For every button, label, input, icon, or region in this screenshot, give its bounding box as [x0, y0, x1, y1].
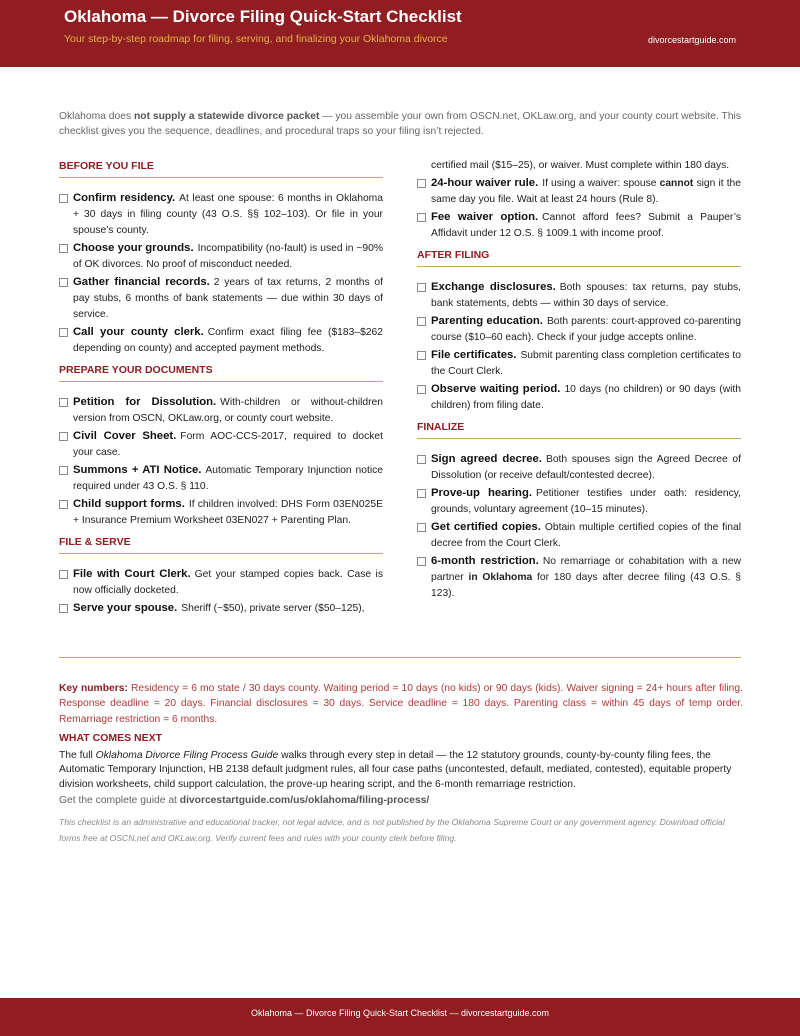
- item-continuation: certified mail ($15–25), or waiver. Must complete within 180 days.: [431, 160, 730, 171]
- item-text: Get your stamped copies back. Case is now officially docketed.: [73, 569, 383, 596]
- checklist-item: [417, 485, 741, 518]
- guide-title: Oklahoma Divorce Filing Process Guide: [95, 750, 279, 761]
- checklist-item: [417, 313, 741, 346]
- item-text: 10 days (no children) or 90 days (with children) from filing date.: [431, 384, 742, 411]
- checklist-item: [417, 553, 741, 602]
- item-title: Petition for Dissolution.: [73, 396, 217, 408]
- item-text: Automatic Temporary Injunction notice required under 43 O.S. § 110.: [73, 465, 383, 492]
- checkbox[interactable]: [417, 179, 426, 188]
- checkbox[interactable]: [417, 557, 426, 566]
- item-title: Exchange disclosures.: [431, 281, 556, 293]
- what-comes-next-body: [59, 749, 743, 792]
- item-text: If using a waiver: spouse: [542, 178, 660, 189]
- checklist-item: [59, 394, 383, 427]
- item-title: 6-month restriction.: [431, 555, 539, 567]
- item-text: Incompatibility (no-fault) is used in ~90% of OK divorces. No proof of misconduct needed.: [73, 243, 383, 270]
- checkbox[interactable]: [59, 328, 68, 337]
- item-title: File with Court Clerk.: [73, 568, 191, 580]
- checkbox[interactable]: [59, 432, 68, 441]
- checkbox[interactable]: [417, 385, 426, 394]
- item-title: Confirm residency.: [73, 192, 176, 204]
- checklist-item: [59, 190, 383, 239]
- page-footer: [0, 998, 800, 1036]
- item-text: Cannot afford fees? Submit a Pauper’s Affidavit under 12 O.S. § 1009.1 with income proof.: [431, 212, 741, 239]
- body-text: The full: [59, 750, 96, 761]
- checklist-item: [59, 600, 383, 617]
- checklist-item: [417, 519, 741, 552]
- item-title: File certificates.: [431, 349, 517, 361]
- checkbox[interactable]: [59, 604, 68, 613]
- item-title: Fee waiver option.: [431, 211, 539, 223]
- site-url[interactable]: divorcestartguide.com: [647, 35, 736, 45]
- key-numbers-text: Residency = 6 mo state / 30 days county. Waiting period = 10 days (no kids) or 90 days (kids). Waiver signing = 24+ hours after filing. Response deadline = 20 days. Financial disclosures = 30 days. Service deadline = 180 days. Parenting class = within 45 days of temp order. Remarriage restriction = 6 months.: [59, 683, 743, 725]
- footer-text: Oklahoma — Divorce Filing Quick-Start Checklist — divorcestartguide.com: [250, 1008, 550, 1018]
- checkbox[interactable]: [417, 489, 426, 498]
- key-numbers-label: Key numbers:: [59, 683, 128, 694]
- checkbox[interactable]: [417, 213, 426, 222]
- link-prefix: Get the complete guide at: [59, 795, 180, 806]
- checklist-item: [417, 209, 741, 242]
- item-text: Sheriff (~$50), private server ($50–125),: [181, 603, 365, 614]
- item-emphasis: in Oklahoma: [468, 572, 533, 583]
- checklist-item: [417, 279, 741, 312]
- item-title: Gather financial records.: [73, 276, 210, 288]
- item-text: sign it the same day you file. Wait at least 24 hours (Rule 8).: [431, 178, 742, 205]
- item-text: Form AOC-CCS-2017, required to docket your case.: [73, 431, 383, 458]
- item-title: Child support forms.: [73, 498, 185, 510]
- checklist-item: [59, 462, 383, 495]
- checklist-item: [59, 240, 383, 273]
- page-header: [0, 0, 800, 67]
- checklist-item: [59, 274, 383, 323]
- what-comes-next-heading: WHAT COMES NEXT: [59, 732, 163, 744]
- item-text: for 180 days after decree filing (43 O.S. § 123).: [431, 572, 742, 599]
- left-column: [59, 158, 383, 618]
- checkbox[interactable]: [59, 278, 68, 287]
- checklist-item: [417, 451, 741, 484]
- key-numbers: [59, 681, 743, 727]
- section-heading-prepare-documents: PREPARE YOUR DOCUMENTS: [59, 362, 383, 382]
- item-title: Call your county clerk.: [73, 326, 204, 338]
- item-emphasis: cannot: [659, 178, 694, 189]
- checkbox[interactable]: [417, 317, 426, 326]
- item-title: Civil Cover Sheet.: [73, 430, 177, 442]
- intro-emphasis: not supply a statewide divorce packet: [133, 111, 320, 122]
- checkbox[interactable]: [417, 351, 426, 360]
- intro-text: Oklahoma does: [59, 111, 134, 122]
- item-text: At least one spouse: 6 months in Oklahoma + 30 days in filing county (43 O.S. §§ 102–103). Or file in your spouse’s county.: [73, 193, 383, 236]
- checkbox[interactable]: [59, 398, 68, 407]
- checklist-item: [59, 324, 383, 357]
- item-text: Obtain multiple certified copies of the final decree from the Court Clerk.: [431, 522, 742, 549]
- section-heading-before-you-file: BEFORE YOU FILE: [59, 158, 383, 178]
- item-title: Serve your spouse.: [73, 602, 178, 614]
- checklist-item: [417, 175, 741, 208]
- item-title: Observe waiting period.: [431, 383, 561, 395]
- guide-link-line: [59, 795, 429, 806]
- checkbox[interactable]: [417, 523, 426, 532]
- checklist-item: [417, 347, 741, 380]
- item-title: 24-hour waiver rule.: [431, 177, 539, 189]
- item-title: Prove-up hearing.: [431, 487, 532, 499]
- section-heading-finalize: FINALIZE: [417, 419, 741, 439]
- item-text: Both spouses sign the Agreed Decree of Dissolution (or receive default/contested decree).: [431, 454, 741, 481]
- checkbox[interactable]: [417, 455, 426, 464]
- checkbox[interactable]: [59, 500, 68, 509]
- item-title: Choose your grounds.: [73, 242, 194, 254]
- page-title: Oklahoma — Divorce Filing Quick-Start Checklist: [64, 7, 462, 26]
- checklist-item: [417, 381, 741, 414]
- checkbox[interactable]: [59, 466, 68, 475]
- item-title: Summons + ATI Notice.: [73, 464, 202, 476]
- checkbox[interactable]: [59, 244, 68, 253]
- checkbox[interactable]: [417, 283, 426, 292]
- section-heading-file-and-serve: FILE & SERVE: [59, 534, 383, 554]
- item-title: Sign agreed decree.: [431, 453, 542, 465]
- checklist-item: [59, 496, 383, 529]
- right-column: [417, 158, 741, 603]
- section-heading-after-filing: AFTER FILING: [417, 247, 741, 267]
- page-subtitle: Your step-by-step roadmap for filing, serving, and finalizing your Oklahoma divorce: [64, 33, 448, 45]
- item-text: With-children or without-children version from OSCN, OKLaw.org, or county court website.: [73, 397, 384, 424]
- intro-paragraph: [59, 109, 749, 139]
- item-title: Parenting education.: [431, 315, 543, 327]
- item-text: Both spouses: tax returns, pay stubs, bank statements, debts — within 30 days of service.: [431, 282, 741, 309]
- item-text: 2 years of tax returns, 2 months of pay stubs, 6 months of bank statements — due within 30 days of service.: [73, 277, 383, 320]
- item-title: Get certified copies.: [431, 521, 541, 533]
- checklist-item: [59, 428, 383, 461]
- checklist-item: [59, 566, 383, 599]
- body-text: walks through every step in detail — the 12 statutory grounds, county-by-county filing fees, the Automatic Temporary Injunction, HB 2138 default judgment rules, all four case paths (uncontested, default, mediated, contested), equitable property division worksheets, child support calculation, the prove-up hearing script, and the 6-month remarriage restriction.: [59, 750, 732, 790]
- item-text: Both parents: court-approved co-parenting course ($10–60 each). Check if your judge accepts online.: [431, 316, 741, 343]
- checkbox[interactable]: [59, 194, 68, 203]
- item-text: Petitioner testifies under oath: residency, grounds, voluntary agreement (10–15 minutes).: [431, 488, 741, 515]
- intro-text: — you assemble your own from OSCN.net, OKLaw.org, and your county court website. This checklist gives you the sequence, deadlines, and procedural traps so your filing isn’t rejected.: [59, 111, 741, 137]
- item-text: No remarriage or cohabitation with a new partner: [431, 556, 742, 583]
- item-text: Confirm exact filing fee ($183–$262 depending on county) and accepted payment methods.: [73, 327, 384, 354]
- item-text: Submit parenting class completion certificates to the Court Clerk.: [431, 350, 741, 377]
- item-text: If children involved: DHS Form 03EN025E + Insurance Premium Worksheet 03EN027 + Parenting Plan.: [73, 499, 383, 526]
- guide-link[interactable]: divorcestartguide.com/us/oklahoma/filing-process/: [179, 795, 430, 806]
- section-divider: [59, 657, 741, 658]
- checkbox[interactable]: [59, 570, 68, 579]
- disclaimer: This checklist is an administrative and educational tracker, not legal advice, and is not published by the Oklahoma Supreme Court or any government agency. Download official forms free at OSCN.net and OKLaw.org. Verify current fees and rules with your county clerk before filing.: [59, 817, 725, 843]
